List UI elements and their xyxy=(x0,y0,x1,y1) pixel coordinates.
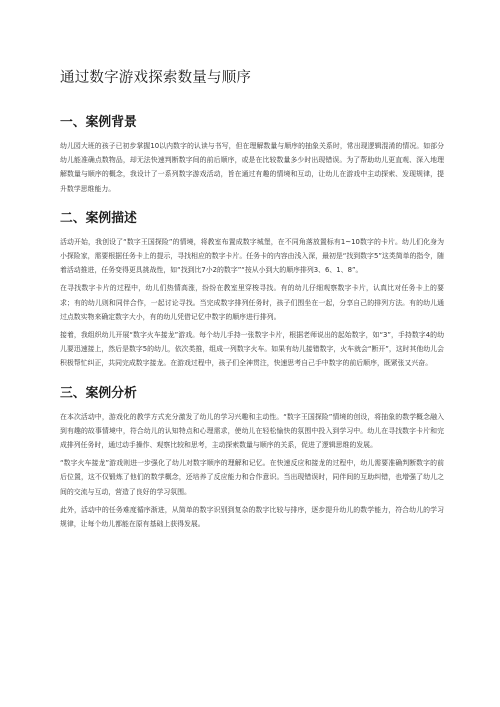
section-analysis xyxy=(60,385,444,532)
paragraph: 幼儿园大班的孩子已初步掌握10以内数字的认读与书写，但在理解数量与顺序的抽象关系时，常出现逻辑混淆的情况。如部分幼儿能准确点数物品，却无法快速判断数字间的前后顺序，或是在比较数量多少时出现错误。为了帮助幼儿更直观、深入地理解数量与顺序的概念，我设计了一系列数字游戏活动，旨在通过有趣的情境和互动，让幼儿在游戏中主动探索、发现规律，提升数学思维能力。 xyxy=(60,142,444,193)
section-background xyxy=(60,114,444,196)
document-page xyxy=(60,68,444,545)
section-description xyxy=(60,210,444,371)
section-heading: 三、案例分析 xyxy=(60,385,137,401)
paragraph: “数字火车接龙”游戏则进一步强化了幼儿对数字顺序的理解和记忆。在快速反应和接龙的过程中，幼儿需要准确判断数字的前后位置，这不仅锻炼了他们的数学概念，还培养了反应能力和合作意识。当出现错误时，同伴间的互助纠错，也增强了幼儿之间的交流与互动，营造了良好的学习氛围。 xyxy=(60,459,444,496)
document-title: 通过数字游戏探索数量与顺序 xyxy=(60,70,252,86)
section-heading: 一、案例背景 xyxy=(60,115,137,130)
paragraph: 接着，我组织幼儿开展“数字火车接龙”游戏。每个幼儿手持一张数字卡片，根据老师说出的起始数字，如“3”，手持数字4的幼儿要迅速接上，然后是数字5的幼儿，依次类推，组成一列数字火车。如果有幼儿接错数字，火车就会“断开”，这时其他幼儿会积极帮忙纠正，共同完成数字接龙。在游戏过程中，孩子们全神贯注，快速思考自己手中数字的前后顺序，既紧张又兴奋。 xyxy=(60,331,444,368)
paragraph: 活动开始，我创设了“数字王国探险”的情境，将教室布置成数字城堡，在不同角落放置标有1~10数字的卡片。幼儿们化身为小探险家，需要根据任务卡上的提示，寻找相应的数字卡片。任务卡的内容由浅入深，最初是“找到数字5”这类简单的指令，随着活动推进，任务变得更具挑战性，如“找到比7小2的数字”“按从小到大的顺序排列3、6、1、8”。 xyxy=(60,237,444,275)
paragraph: 在寻找数字卡片的过程中，幼儿们热情高涨，纷纷在教室里穿梭寻找。有的幼儿仔细观察数字卡片，认真比对任务卡上的要求；有的幼儿则和同伴合作，一起讨论寻找。当完成数字排列任务时，孩子们围坐在一起，分享自己的排列方法。有的幼儿通过点数实物来确定数字大小，有的幼儿凭借记忆中数字的顺序进行排列。 xyxy=(60,284,444,321)
paragraph: 此外，活动中的任务难度循序渐进，从简单的数字识别到复杂的数字比较与排序，逐步提升幼儿的数学能力，符合幼儿的学习规律，让每个幼儿都能在原有基础上获得发展。 xyxy=(60,505,444,529)
paragraph: 在本次活动中，游戏化的教学方式充分激发了幼儿的学习兴趣和主动性。“数字王国探险”情境的创设，将抽象的数学概念融入到有趣的故事情境中，符合幼儿的认知特点和心理需求，使幼儿在轻松愉快的氛围中投入到学习中。幼儿在寻找数字卡片和完成排列任务时，通过动手操作、观察比较和思考，主动探索数量与顺序的关系，促进了逻辑思维的发展。 xyxy=(60,412,444,450)
section-heading: 二、案例描述 xyxy=(60,210,137,226)
